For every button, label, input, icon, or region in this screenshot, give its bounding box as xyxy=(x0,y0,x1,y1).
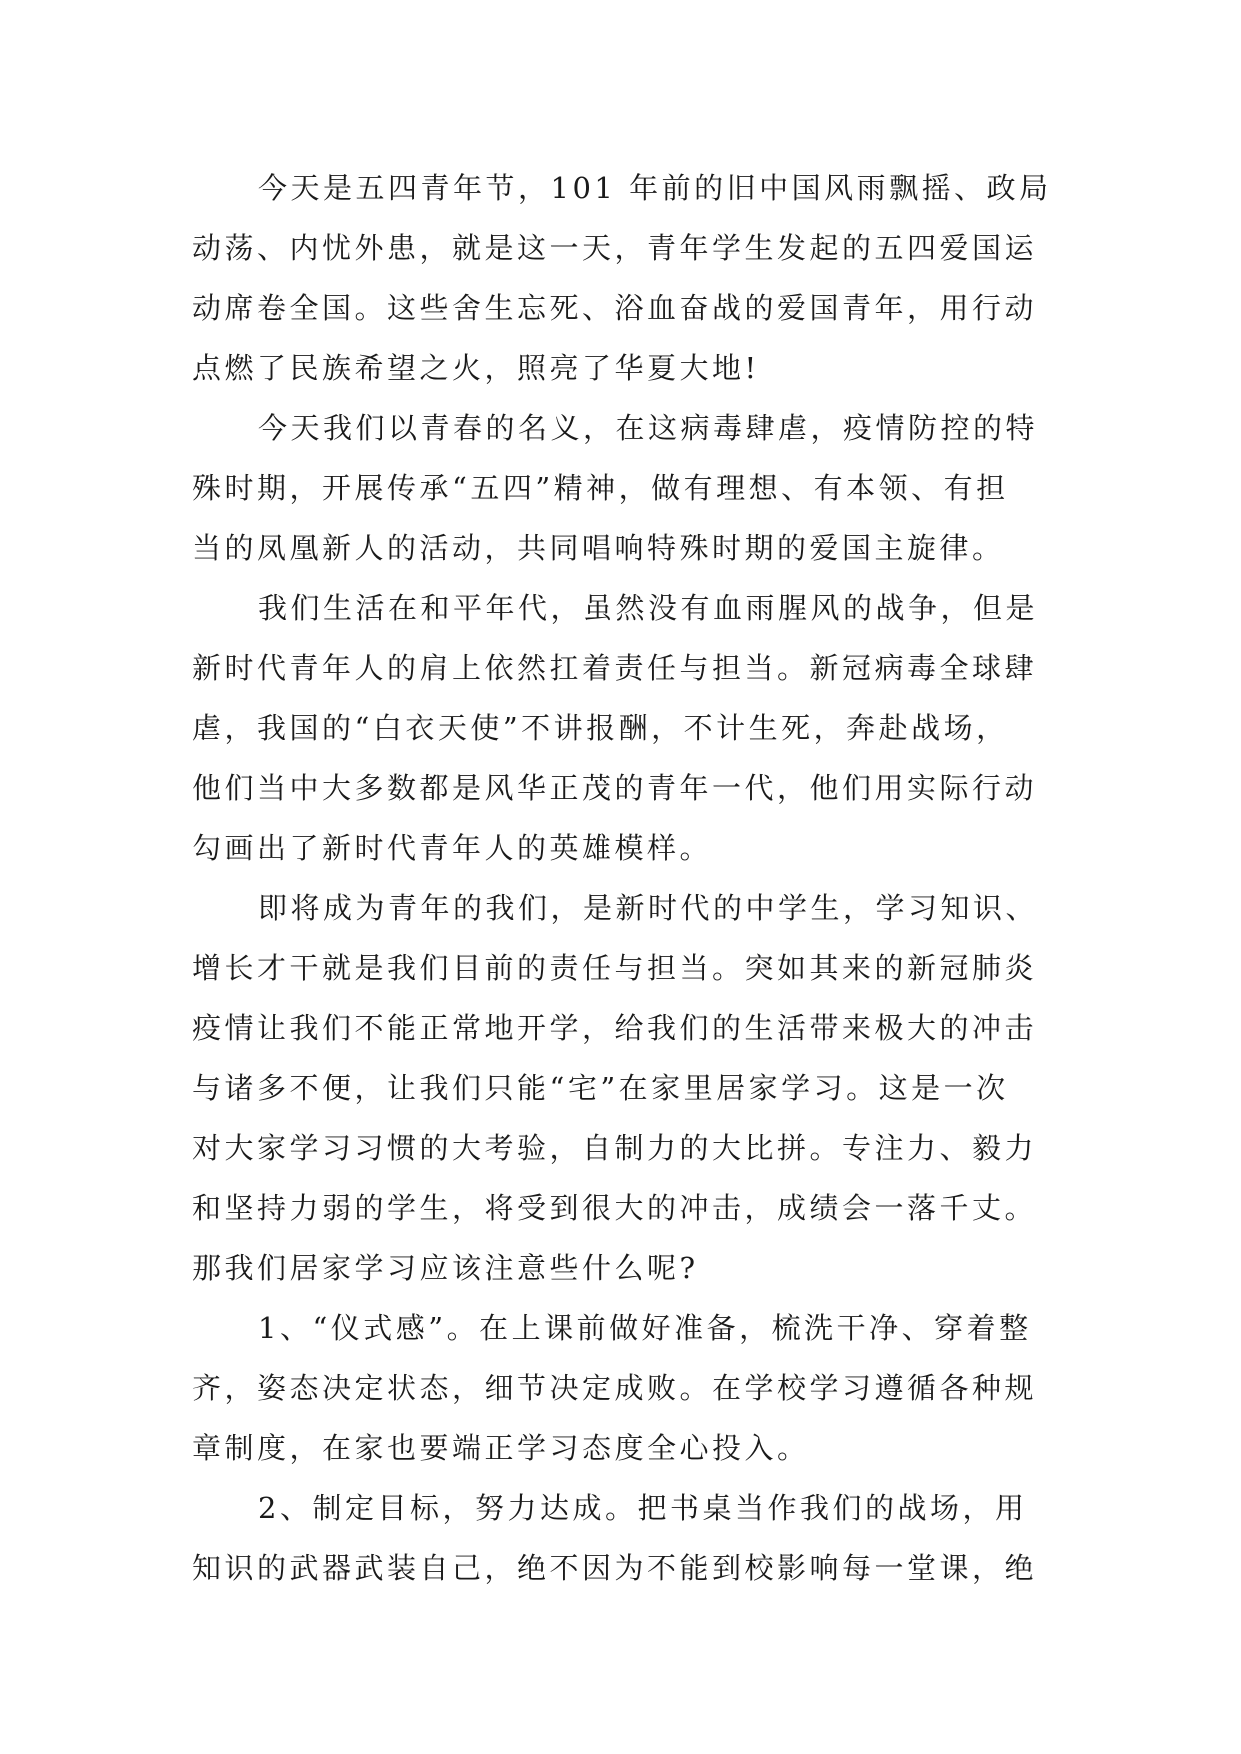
text-line: 即将成为青年的我们，是新时代的中学生，学习知识、 xyxy=(258,891,1039,925)
paragraph-3 xyxy=(192,578,1052,878)
text-line: 新时代青年人的肩上依然扛着责任与担当。新冠病毒全球肆 xyxy=(192,651,1038,685)
text-line: 当的凤凰新人的活动，共同唱响特殊时期的爱国主旋律。 xyxy=(192,531,1005,565)
paragraph-1 xyxy=(192,158,1052,398)
paragraph-2 xyxy=(192,398,1052,578)
text-line: 疫情让我们不能正常地开学，给我们的生活带来极大的冲击 xyxy=(192,1011,1038,1045)
text-line: 那我们居家学习应该注意些什么呢? xyxy=(192,1251,699,1285)
text-line: 殊时期，开展传承“五四”精神，做有理想、有本领、有担 xyxy=(192,471,1009,505)
text-line: 虐，我国的“白衣天使”不讲报酬，不计生死，奔赴战场， xyxy=(192,711,1009,745)
text-line: 点燃了民族希望之火，照亮了华夏大地! xyxy=(192,351,760,385)
text-line: 齐，姿态决定状态，细节决定成败。在学校学习遵循各种规 xyxy=(192,1371,1038,1405)
paragraph-6 xyxy=(192,1478,1052,1598)
text-line: 动荡、内忧外患，就是这一天，青年学生发起的五四爱国运 xyxy=(192,231,1038,265)
paragraph-4 xyxy=(192,878,1052,1298)
paragraph-5 xyxy=(192,1298,1052,1478)
text-line: 2、制定目标，努力达成。把书桌当作我们的战场，用 xyxy=(258,1491,1028,1525)
document-body xyxy=(192,158,1052,1598)
text-line: 今天是五四青年节，101 年前的旧中国风雨飘摇、政局 xyxy=(258,171,1052,205)
text-line: 与诸多不便，让我们只能“宅”在家里居家学习。这是一次 xyxy=(192,1071,1009,1105)
text-line: 勾画出了新时代青年人的英雄模样。 xyxy=(192,831,713,865)
text-line: 动席卷全国。这些舍生忘死、浴血奋战的爱国青年，用行动 xyxy=(192,291,1038,325)
text-line: 知识的武器武装自己，绝不因为不能到校影响每一堂课，绝 xyxy=(192,1551,1038,1585)
text-line: 增长才干就是我们目前的责任与担当。突如其来的新冠肺炎 xyxy=(192,951,1038,985)
text-line: 我们生活在和平年代，虽然没有血雨腥风的战争，但是 xyxy=(258,591,1039,625)
text-line: 和坚持力弱的学生，将受到很大的冲击，成绩会一落千丈。 xyxy=(192,1191,1038,1225)
text-line: 对大家学习习惯的大考验，自制力的大比拼。专注力、毅力 xyxy=(192,1131,1038,1165)
text-line: 章制度，在家也要端正学习态度全心投入。 xyxy=(192,1431,810,1465)
text-line: 1、“仪式感”。在上课前做好准备，梳洗干净、穿着整 xyxy=(258,1311,1032,1345)
text-line: 今天我们以青春的名义，在这病毒肆虐，疫情防控的特 xyxy=(258,411,1039,445)
text-line: 他们当中大多数都是风华正茂的青年一代，他们用实际行动 xyxy=(192,771,1038,805)
